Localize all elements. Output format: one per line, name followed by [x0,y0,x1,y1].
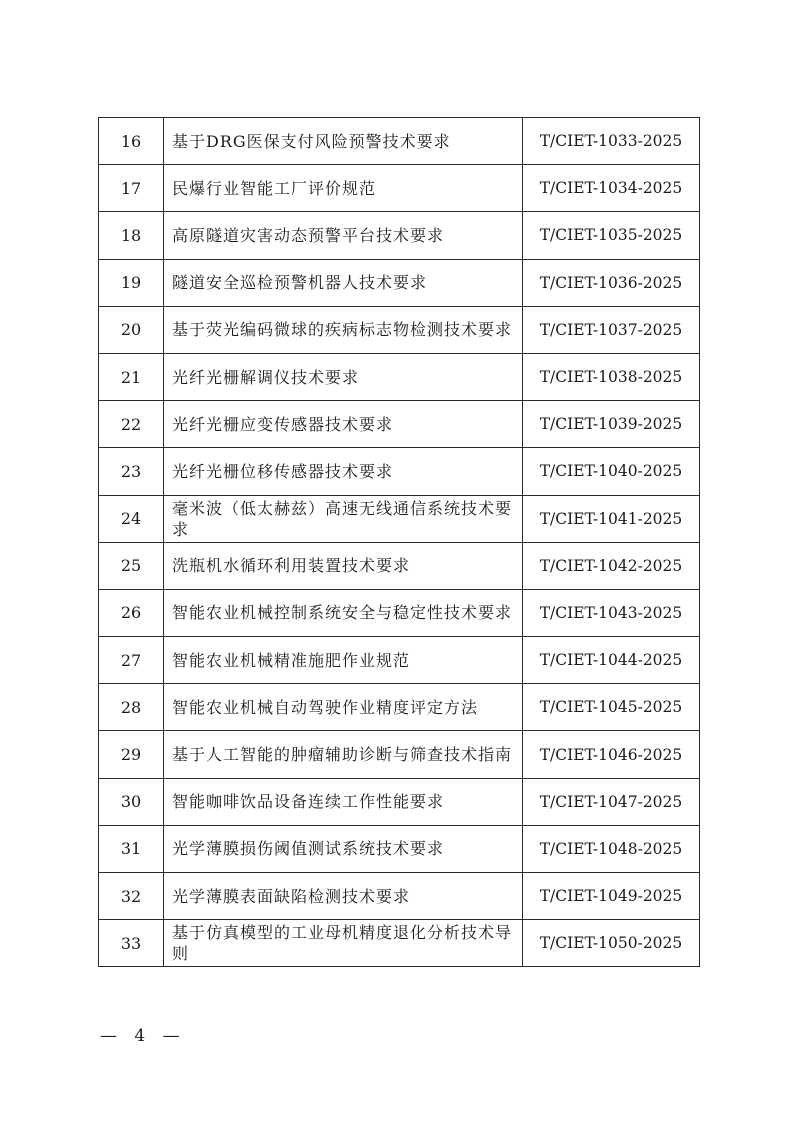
table-row [99,495,700,542]
standard-code: T/CIET-1038-2025 [523,353,700,400]
standard-title: 光学薄膜表面缺陷检测技术要求 [164,873,523,920]
table-row [99,731,700,778]
row-number: 20 [99,306,164,353]
standard-code: T/CIET-1040-2025 [523,448,700,495]
row-number: 24 [99,495,164,542]
standards-table-body [99,118,700,967]
row-number: 17 [99,165,164,212]
standard-code: T/CIET-1048-2025 [523,825,700,872]
standard-title: 基于DRG医保支付风险预警技术要求 [164,118,523,165]
standard-title: 光纤光栅应变传感器技术要求 [164,401,523,448]
table-row [99,542,700,589]
standard-title: 光学薄膜损伤阈值测试系统技术要求 [164,825,523,872]
standard-title: 智能农业机械自动驾驶作业精度评定方法 [164,684,523,731]
table-row [99,684,700,731]
row-number: 25 [99,542,164,589]
table-row [99,212,700,259]
table-row [99,165,700,212]
row-number: 18 [99,212,164,259]
table-row [99,118,700,165]
table-row [99,448,700,495]
row-number: 22 [99,401,164,448]
standard-title: 智能农业机械控制系统安全与稳定性技术要求 [164,589,523,636]
standards-table-container [98,117,700,967]
standard-title: 洗瓶机水循环利用装置技术要求 [164,542,523,589]
table-row [99,637,700,684]
row-number: 27 [99,637,164,684]
standard-title: 隧道安全巡检预警机器人技术要求 [164,259,523,306]
table-row [99,353,700,400]
standard-code: T/CIET-1034-2025 [523,165,700,212]
table-row [99,401,700,448]
standard-code: T/CIET-1035-2025 [523,212,700,259]
page-number: — 4 — [100,1026,186,1046]
table-row [99,778,700,825]
standard-code: T/CIET-1047-2025 [523,778,700,825]
standard-title: 光纤光栅位移传感器技术要求 [164,448,523,495]
row-number: 33 [99,920,164,967]
row-number: 30 [99,778,164,825]
standard-title: 基于人工智能的肿瘤辅助诊断与筛查技术指南 [164,731,523,778]
standard-code: T/CIET-1046-2025 [523,731,700,778]
row-number: 28 [99,684,164,731]
row-number: 19 [99,259,164,306]
table-row [99,920,700,967]
row-number: 26 [99,589,164,636]
standards-table [98,117,700,967]
standard-title: 毫米波（低太赫兹）高速无线通信系统技术要求 [164,495,523,542]
table-row [99,589,700,636]
standard-code: T/CIET-1042-2025 [523,542,700,589]
standard-title: 智能农业机械精准施肥作业规范 [164,637,523,684]
standard-code: T/CIET-1044-2025 [523,637,700,684]
table-row [99,306,700,353]
standard-code: T/CIET-1049-2025 [523,873,700,920]
standard-code: T/CIET-1037-2025 [523,306,700,353]
standard-code: T/CIET-1043-2025 [523,589,700,636]
row-number: 29 [99,731,164,778]
table-row [99,259,700,306]
row-number: 23 [99,448,164,495]
row-number: 16 [99,118,164,165]
standard-code: T/CIET-1036-2025 [523,259,700,306]
row-number: 32 [99,873,164,920]
standard-title: 基于仿真模型的工业母机精度退化分析技术导则 [164,920,523,967]
standard-title: 光纤光栅解调仪技术要求 [164,353,523,400]
standard-title: 高原隧道灾害动态预警平台技术要求 [164,212,523,259]
table-row [99,873,700,920]
standard-code: T/CIET-1033-2025 [523,118,700,165]
standard-code: T/CIET-1045-2025 [523,684,700,731]
standard-code: T/CIET-1050-2025 [523,920,700,967]
standard-code: T/CIET-1041-2025 [523,495,700,542]
standard-title: 智能咖啡饮品设备连续工作性能要求 [164,778,523,825]
row-number: 21 [99,353,164,400]
row-number: 31 [99,825,164,872]
standard-title: 基于荧光编码微球的疾病标志物检测技术要求 [164,306,523,353]
table-row [99,825,700,872]
standard-title: 民爆行业智能工厂评价规范 [164,165,523,212]
standard-code: T/CIET-1039-2025 [523,401,700,448]
